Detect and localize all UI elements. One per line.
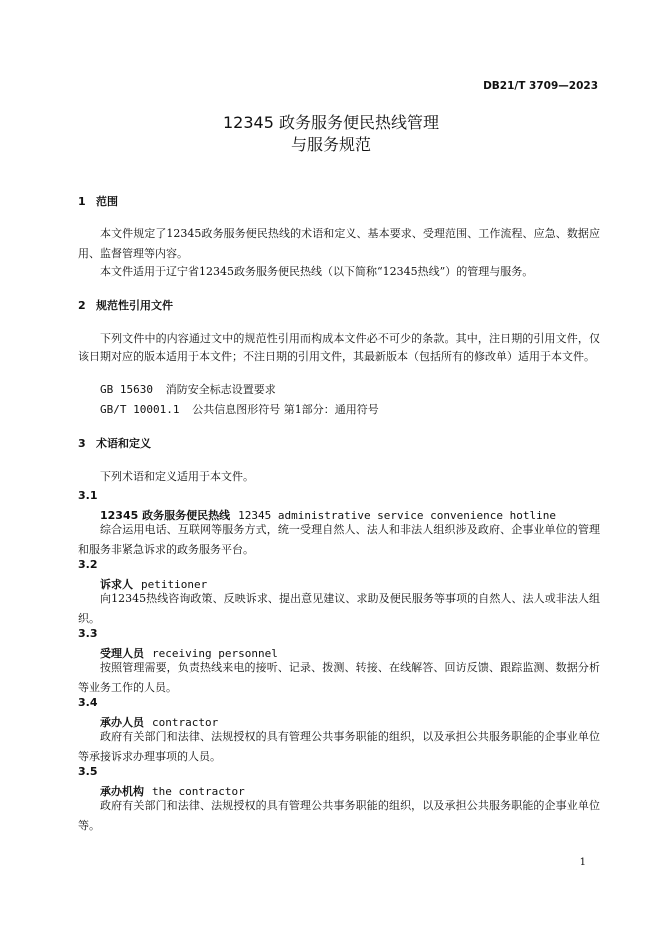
term-number: 3.2 — [78, 558, 98, 571]
term-number: 3.1 — [78, 489, 98, 502]
term-definition: 政府有关部门和法律、法规授权的具有管理公共事务职能的组织，以及承担公共服务职能的企事业单位等承接诉求办理事项的人员。 — [78, 730, 600, 763]
term-title: 12345 政务服务便民热线 12345 administrative service convenience hotline — [100, 509, 556, 522]
term-title: 诉求人 petitioner — [100, 578, 208, 591]
page-number: 1 — [579, 857, 586, 868]
reference-item: GB 15630 消防安全标志设置要求 — [100, 383, 276, 396]
section-1-heading: 1 范围 — [78, 195, 118, 208]
document-id: DB21/T 3709—2023 — [483, 80, 598, 92]
term-definition: 向12345热线咨询政策、反映诉求、提出意见建议、求助及便民服务等事项的自然人、法人或非法人组织。 — [78, 592, 600, 625]
term-number: 3.3 — [78, 627, 98, 640]
term-definition: 按照管理需要，负责热线来电的接听、记录、拨测、转接、在线解答、回访反馈、跟踪监测、数据分析等业务工作的人员。 — [78, 661, 600, 694]
page-title — [0, 112, 662, 156]
reference-item: GB/T 10001.1 公共信息图形符号 第1部分：通用符号 — [100, 403, 379, 416]
term-title: 承办人员 contractor — [100, 716, 219, 729]
title-line-2: 与服务规范 — [290, 135, 371, 154]
section-2-paragraph-1: 下列文件中的内容通过文中的规范性引用而构成本文件必不可少的条款。其中，注日期的引用文件，仅该日期对应的版本适用于本文件；不注日期的引用文件，其最新版本（包括所有的修改单）适用于本文件。 — [78, 332, 600, 363]
term-number: 3.4 — [78, 696, 98, 709]
section-3-heading: 3 术语和定义 — [78, 437, 151, 450]
section-2-heading: 2 规范性引用文件 — [78, 299, 173, 312]
term-title: 承办机构 the contractor — [100, 785, 245, 798]
section-1-paragraph-2: 本文件适用于辽宁省12345政务服务便民热线（以下简称“12345热线”）的管理与服务。 — [100, 265, 534, 278]
section-1-paragraph-1: 本文件规定了12345政务服务便民热线的术语和定义、基本要求、受理范围、工作流程、应急、数据应用、监督管理等内容。 — [78, 227, 600, 260]
term-title: 受理人员 receiving personnel — [100, 647, 278, 660]
title-line-1: 12345 政务服务便民热线管理 — [223, 113, 439, 132]
section-3-intro: 下列术语和定义适用于本文件。 — [100, 470, 254, 483]
term-definition: 综合运用电话、互联网等服务方式，统一受理自然人、法人和非法人组织涉及政府、企事业单位的管理和服务非紧急诉求的政务服务平台。 — [78, 523, 600, 556]
term-definition: 政府有关部门和法律、法规授权的具有管理公共事务职能的组织，以及承担公共服务职能的企事业单位等。 — [78, 799, 600, 832]
term-number: 3.5 — [78, 765, 98, 778]
